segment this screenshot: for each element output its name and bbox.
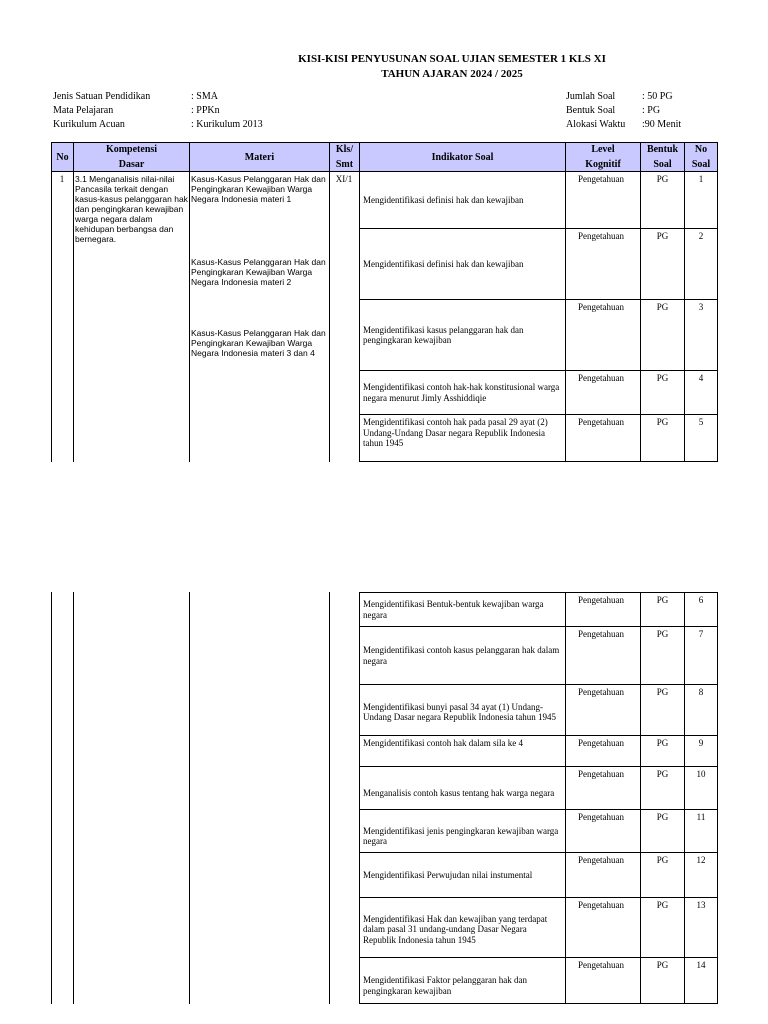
info-value: : PPKn bbox=[191, 105, 220, 116]
bentuk-cell: PG bbox=[656, 595, 669, 605]
indikator-cell: Mengidentifikasi Perwujudan nilai instumental bbox=[363, 869, 533, 880]
materi-item: Kasus-Kasus Pelanggaran Hak dan Pengingkaran Kewajiban Warga Negara Indonesia materi 1 bbox=[191, 174, 326, 204]
info-label: Mata Pelajaran bbox=[53, 105, 114, 116]
indikator-cell: Mengidentifikasi contoh hak pada pasal 29 ayat (2) Undang-Undang Dasar negara Republik Indonesia tahun 1945 bbox=[363, 417, 548, 448]
bentuk-cell: PG bbox=[656, 812, 669, 822]
info-label: Alokasi Waktu bbox=[566, 119, 626, 130]
materi-item: Kasus-Kasus Pelanggaran Hak dan Pengingkaran Kewajiban Warga Negara Indonesia materi 3 dan 4 bbox=[191, 328, 326, 358]
level-cell: Pengetahuan bbox=[578, 900, 624, 910]
document-title: KISI-KISI PENYUSUNAN SOAL UJIAN SEMESTER 1 KLS XI bbox=[298, 53, 606, 65]
info-label: Kurikulum Acuan bbox=[53, 119, 125, 130]
grid-line bbox=[73, 171, 74, 462]
no-soal-cell: 5 bbox=[698, 417, 704, 427]
level-cell: Pengetahuan bbox=[578, 595, 624, 605]
bentuk-cell: PG bbox=[656, 738, 669, 748]
info-label: Bentuk Soal bbox=[566, 105, 616, 116]
kls-smt-value: XI/1 bbox=[335, 174, 353, 184]
indikator-cell: Mengidentifikasi contoh hak-hak konstitusional warga negara menurut Jimly Asshiddiqie bbox=[363, 382, 560, 403]
grid-line bbox=[329, 171, 330, 462]
indikator-cell: Mengidentifikasi Hak dan kewajiban yang terdapat dalam pasal 31 undang-undang Dasar Negara Republik Indonesia tahun 1945 bbox=[363, 913, 548, 945]
grid-line bbox=[684, 592, 685, 1004]
bentuk-cell: PG bbox=[656, 687, 669, 697]
indikator-cell: Mengidentifikasi Faktor pelanggaran hak dan pengingkaran kewajiban bbox=[363, 975, 527, 996]
indikator-cell: Mengidentifikasi kasus pelanggaran hak dan pengingkaran kewajiban bbox=[363, 324, 524, 345]
indikator-cell: Mengidentifikasi contoh kasus pelanggaran hak dalam negara bbox=[363, 645, 560, 666]
no-soal-cell: 10 bbox=[696, 769, 706, 779]
bentuk-cell: PG bbox=[656, 174, 669, 184]
level-cell: Pengetahuan bbox=[578, 373, 624, 383]
level-cell: Pengetahuan bbox=[578, 769, 624, 779]
grid-line bbox=[189, 171, 190, 462]
grid-line bbox=[189, 592, 190, 1004]
no-soal-cell: 12 bbox=[696, 855, 706, 865]
level-cell: Pengetahuan bbox=[578, 812, 624, 822]
no-soal-cell: 13 bbox=[696, 900, 706, 910]
grid-line bbox=[640, 592, 641, 1004]
bentuk-cell: PG bbox=[656, 769, 669, 779]
bentuk-cell: PG bbox=[656, 960, 669, 970]
header-no: No bbox=[51, 142, 73, 172]
indikator-cell: Mengidentifikasi definisi hak dan kewajiban bbox=[363, 258, 524, 269]
document-subtitle: TAHUN AJARAN 2024 / 2025 bbox=[381, 68, 523, 80]
grid-line bbox=[359, 1003, 718, 1004]
level-cell: Pengetahuan bbox=[578, 687, 624, 697]
level-cell: Pengetahuan bbox=[578, 855, 624, 865]
info-label: Jumlah Soal bbox=[566, 91, 616, 102]
grid-line bbox=[359, 461, 718, 462]
header-kls-smt: Kls/ Smt bbox=[329, 142, 359, 172]
header-no-soal: No Soal bbox=[684, 142, 718, 172]
bentuk-cell: PG bbox=[656, 373, 669, 383]
grid-line bbox=[51, 171, 52, 462]
level-cell: Pengetahuan bbox=[578, 302, 624, 312]
level-cell: Pengetahuan bbox=[578, 231, 624, 241]
indikator-cell: Mengidentifikasi contoh hak dalam sila ke 4 bbox=[363, 738, 523, 748]
no-soal-cell: 11 bbox=[696, 812, 706, 822]
grid-line bbox=[359, 171, 360, 462]
info-value: : SMA bbox=[191, 91, 218, 102]
grid-line bbox=[359, 592, 360, 1004]
info-label: Jenis Satuan Pendidikan bbox=[53, 91, 151, 102]
kd-number: 1 bbox=[59, 174, 65, 184]
no-soal-cell: 7 bbox=[698, 629, 704, 639]
info-value: :90 Menit bbox=[642, 119, 682, 130]
grid-line bbox=[717, 171, 718, 462]
header-level-kognitif: Level Kognitif bbox=[565, 142, 640, 172]
bentuk-cell: PG bbox=[656, 231, 669, 241]
no-soal-cell: 4 bbox=[698, 373, 704, 383]
kompetensi-dasar-text: 3.1 Menganalisis nilai-nilai Pancasila terkait dengan kasus-kasus pelanggaran hak dan pengingkaran kewajiban warga negara dalam kehidupan berbangsa dan bernegara. bbox=[75, 174, 188, 244]
no-soal-cell: 14 bbox=[696, 960, 706, 970]
no-soal-cell: 2 bbox=[698, 231, 704, 241]
bentuk-cell: PG bbox=[656, 302, 669, 312]
header-materi: Materi bbox=[189, 142, 329, 172]
grid-line bbox=[565, 592, 566, 1004]
grid-line bbox=[329, 592, 330, 1004]
no-soal-cell: 9 bbox=[698, 738, 704, 748]
indikator-cell: Mengidentifikasi Bentuk-bentuk kewajiban warga negara bbox=[363, 599, 544, 620]
no-soal-cell: 6 bbox=[698, 595, 704, 605]
bentuk-cell: PG bbox=[656, 855, 669, 865]
header-indikator: Indikator Soal bbox=[359, 142, 565, 172]
grid-line bbox=[73, 592, 74, 1004]
info-value: : Kurikulum 2013 bbox=[191, 119, 263, 130]
materi-item: Kasus-Kasus Pelanggaran Hak dan Pengingkaran Kewajiban Warga Negara Indonesia materi 2 bbox=[191, 257, 326, 287]
bentuk-cell: PG bbox=[656, 417, 669, 427]
level-cell: Pengetahuan bbox=[578, 174, 624, 184]
header-bentuk-soal: Bentuk Soal bbox=[640, 142, 684, 172]
indikator-cell: Mengidentifikasi definisi hak dan kewajiban bbox=[363, 194, 524, 205]
indikator-cell: Menganalisis contoh kasus tentang hak warga negara bbox=[363, 787, 555, 798]
level-cell: Pengetahuan bbox=[578, 738, 624, 748]
info-value: : 50 PG bbox=[642, 91, 673, 102]
no-soal-cell: 3 bbox=[698, 302, 704, 312]
level-cell: Pengetahuan bbox=[578, 960, 624, 970]
no-soal-cell: 1 bbox=[698, 174, 704, 184]
grid-line bbox=[717, 592, 718, 1004]
bentuk-cell: PG bbox=[656, 629, 669, 639]
level-cell: Pengetahuan bbox=[578, 417, 624, 427]
grid-line bbox=[51, 592, 52, 1004]
level-cell: Pengetahuan bbox=[578, 629, 624, 639]
header-kompetensi-dasar: Kompetensi Dasar bbox=[73, 142, 189, 172]
info-value: : PG bbox=[642, 105, 661, 116]
bentuk-cell: PG bbox=[656, 900, 669, 910]
indikator-cell: Mengidentifikasi jenis pengingkaran kewajiban warga negara bbox=[363, 825, 559, 846]
no-soal-cell: 8 bbox=[698, 687, 704, 697]
indikator-cell: Mengidentifikasi bunyi pasal 34 ayat (1) Undang-Undang Dasar negara Republik Indonesia tahun 1945 bbox=[363, 701, 556, 722]
